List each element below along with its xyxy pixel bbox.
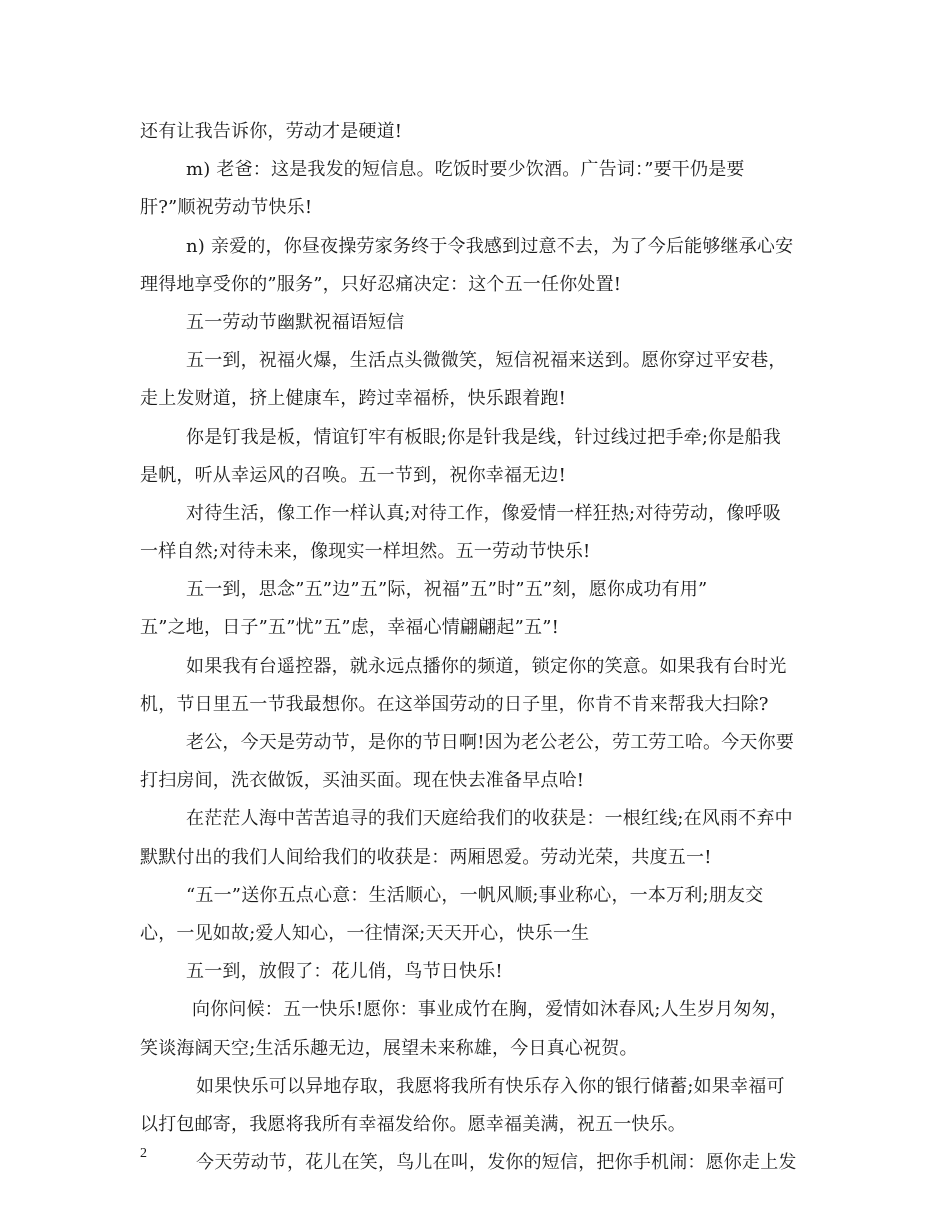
text-line: m) 老爸：这是我发的短信息。吃饭时要少饮酒。广告词：”要干仍是要 xyxy=(186,159,745,181)
text-line: 你是钉我是板，情谊钉牢有板眼;你是针我是线，针过线过把手牵;你是船我 xyxy=(186,426,781,448)
text-line: 如果快乐可以异地存取，我愿将我所有快乐存入你的银行储蓄;如果幸福可 xyxy=(196,1075,785,1097)
text-line: 还有让我告诉你，劳动才是硬道! xyxy=(140,121,403,142)
text-line: 如果我有台遥控器，就永远点播你的频道，锁定你的笑意。如果我有台时光 xyxy=(186,655,787,677)
text-line: 笑谈海阔天空;生活乐趣无边，展望未来称雄，今日真心祝贺。 xyxy=(140,1037,638,1059)
text-line: 五一到，思念”五”边”五”际，祝福”五”时”五”刻，愿你成功有用” xyxy=(186,579,708,601)
text-line: 心，一见如故;爱人知心，一往情深;天天开心，快乐一生 xyxy=(140,922,590,944)
text-line: 机，节日里五一节我最想你。在这举国劳动的日子里，你肯不肯来帮我大扫除? xyxy=(140,693,769,715)
document-body xyxy=(140,113,812,1182)
text-line: 一样自然;对待未来，像现实一样坦然。五一劳动节快乐! xyxy=(140,541,591,563)
text-line: 以打包邮寄，我愿将我所有幸福发给你。愿幸福美满，祝五一快乐。 xyxy=(140,1113,686,1135)
text-line: 五一到，祝福火爆，生活点头微微笑，短信祝福来送到。愿你穿过平安巷， xyxy=(186,350,787,372)
text-line: 五一到，放假了：花儿俏，鸟节日快乐! xyxy=(186,961,503,983)
text-line: n) 亲爱的，你昼夜操劳家务终于令我感到过意不去，为了今后能够继承心安 xyxy=(186,235,794,257)
text-line: 打扫房间，洗衣做饭，买油买面。现在快去准备早点哈! xyxy=(140,770,585,792)
text-line: 五”之地，日子”五”忧”五”虑，幸福心情翩翩起”五”! xyxy=(140,617,560,639)
text-line: 走上发财道，挤上健康车，跨过幸福桥，快乐跟着跑! xyxy=(140,388,567,410)
text-line: 是帆，听从幸运风的召唤。五一节到，祝你幸福无边! xyxy=(140,464,567,486)
text-line: 肝?”顺祝劳动节快乐! xyxy=(140,197,313,219)
text-line: 默默付出的我们人间给我们的收获是：两厢恩爱。劳动光荣，共度五一! xyxy=(140,846,712,868)
text-line: 向你问候：五一快乐!愿你：事业成竹在胸，爱情如沐春风;人生岁月匆匆， xyxy=(192,999,789,1021)
text-line: 理得地享受你的”服务”，只好忍痛决定：这个五一任你处置! xyxy=(140,273,622,295)
text-line: “五一”送你五点心意：生活顺心，一帆风顺;事业称心，一本万利;朋友交 xyxy=(186,884,764,906)
text-line: 对待生活，像工作一样认真;对待工作，像爱情一样狂热;对待劳动，像呼吸 xyxy=(186,502,781,524)
text-line: 老公，今天是劳动节，是你的节日啊!因为老公老公，劳工劳工哈。今天你要 xyxy=(186,732,795,753)
text-line: 五一劳动节幽默祝福语短信 xyxy=(186,311,405,333)
page-number: 2 xyxy=(140,1146,147,1161)
text-line: 在茫茫人海中苦苦追寻的我们天庭给我们的收获是：一根红线;在风雨不弃中 xyxy=(186,808,793,830)
text-line: 今天劳动节，花儿在笑，鸟儿在叫，发你的短信，把你手机闹：愿你走上发 xyxy=(196,1152,797,1174)
